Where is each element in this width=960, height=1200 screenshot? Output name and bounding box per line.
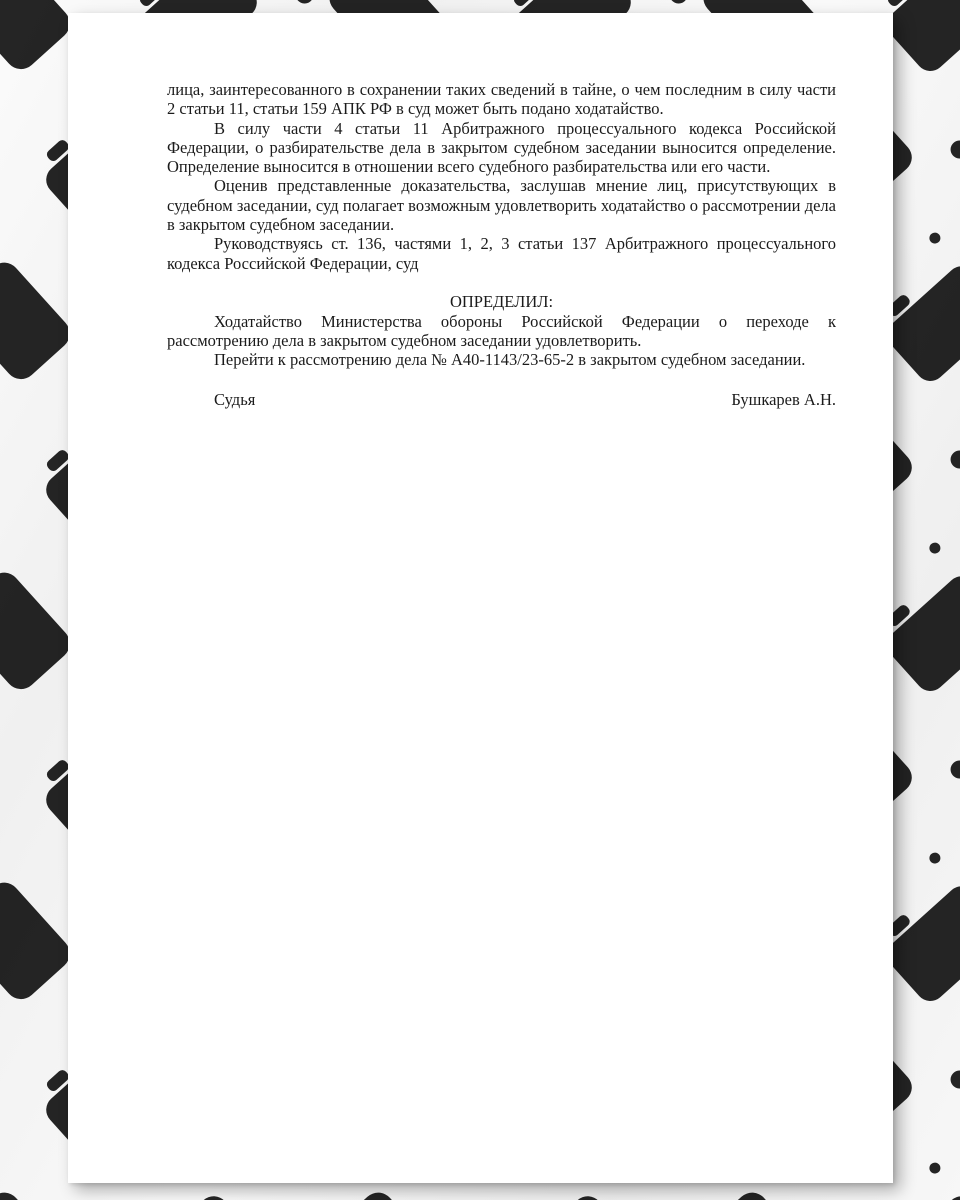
body-paragraph: Оценив представленные доказательства, заслушав мнение лиц, присутствующих в судебном заседании, суд полагает возможным удовлетворить ходатайство о рассмотрении дела в закрытом судебном заседании. — [167, 176, 836, 235]
judge-label: Судья — [214, 390, 256, 410]
signature-row — [167, 390, 836, 409]
document-page — [68, 13, 893, 1183]
body-paragraph: Руководствуясь ст. 136, частями 1, 2, 3 статьи 137 Арбитражного процессуального кодекса Российской Федерации, суд — [167, 234, 836, 273]
document-content — [68, 13, 893, 410]
judge-name: Бушкарев А.Н. — [731, 390, 836, 410]
resolution-heading: ОПРЕДЕЛИЛ: — [449, 292, 554, 312]
body-paragraph: В силу части 4 статьи 11 Арбитражного процессуального кодекса Российской Федерации, о разбирательстве дела в закрытом судебном заседании выносится определение. Определение выносится в отношении всего судебного разбирательства или его части. — [167, 118, 836, 177]
body-paragraph: лица, заинтересованного в сохранении таких сведений в тайне, о чем последним в силу части 2 статьи 11, статьи 159 АПК РФ в суд может быть подано ходатайство. — [167, 80, 836, 119]
resolution-paragraph: Перейти к рассмотрению дела № А40-1143/23-65-2 в закрытом судебном заседании. — [214, 350, 806, 370]
resolution-paragraph: Ходатайство Министерства обороны Российской Федерации о переходе к рассмотрению дела в закрытом судебном заседании удовлетворить. — [167, 311, 836, 350]
